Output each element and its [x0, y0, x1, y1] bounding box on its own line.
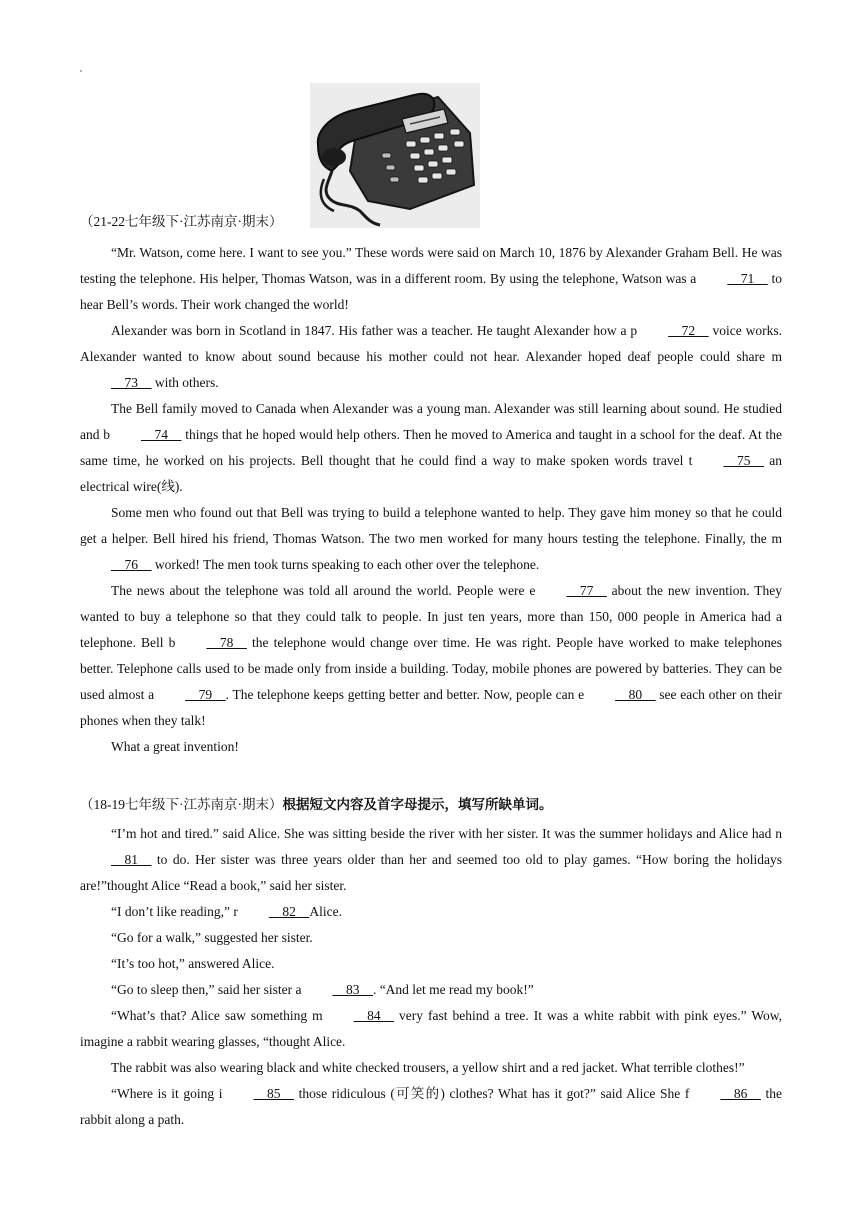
passage-text: “Go to sleep then,” said her sister a [111, 982, 302, 997]
answer-blank[interactable]: 79 [185, 687, 226, 702]
answer-blank[interactable]: 78 [206, 635, 247, 650]
passage-text: The Bell family moved to Canada when Alexander was a young man. Alexander was still learning about sound. He studied and b [80, 401, 782, 442]
passage-text: “I don’t like reading,” r [111, 904, 238, 919]
passage-text: The rabbit was also wearing black and white checked trousers, a yellow shirt and a red jacket. What terrible clothes!” [111, 1060, 745, 1075]
passage-text: with others. [151, 375, 219, 390]
paragraph [80, 734, 782, 760]
source-label: （18-19七年级下·江苏南京·期末） [80, 797, 283, 812]
paragraph [80, 925, 782, 951]
passage-text: “It’s too hot,” answered Alice. [111, 956, 275, 971]
answer-blank[interactable]: 71 [727, 271, 768, 286]
answer-blank[interactable]: 83 [332, 982, 373, 997]
passage-text: . “And let me read my book!” [372, 982, 534, 997]
source-label: （21-22七年级下·江苏南京·期末） [80, 214, 283, 229]
paragraph [80, 1055, 782, 1081]
passage-text: The news about the telephone was told all around the world. People were e [111, 583, 536, 598]
passage-text: very fast behind a tree. It was a white rabbit with pink eyes.” Wow, imagine a rabbit wearing glasses, “thought Alice. [80, 1008, 783, 1049]
passage-text: Alexander was born in Scotland in 1847. His father was a teacher. He taught Alexander how a p [111, 323, 638, 338]
answer-blank[interactable]: 84 [353, 1008, 395, 1023]
answer-blank[interactable]: 73 [111, 375, 152, 390]
paragraph [80, 578, 782, 734]
paragraph [80, 1081, 782, 1133]
paragraph [80, 240, 782, 318]
answer-blank[interactable]: 81 [111, 852, 152, 867]
stray-mark [80, 70, 82, 72]
answer-blank[interactable]: 82 [268, 904, 310, 919]
passage-text: things that he hoped would help others. Then he moved to America and taught in a school for the deaf. At the same time, he worked on his projects. Bell thought that he could find a way to make spoken words travel t [80, 427, 782, 468]
passage-text: about the new invention. They wanted to buy a telephone so that they could talk to people. In just ten years, more than 150, 000 people in America had a telephone. Bell b [80, 583, 783, 650]
passage-text: Some men who found out that Bell was trying to build a telephone wanted to help. They gave him money so that he could get a helper. Bell hired his friend, Thomas Watson. The two men worked for many hours testing the telephone. Finally, the m [80, 505, 782, 546]
instruction-text: 根据短文内容及首字母提示，填写所缺单词。 [282, 797, 553, 813]
paragraph [80, 977, 782, 1003]
passage-alice [80, 821, 782, 1133]
passage-text: to do. Her sister was three years older than her and seemed too old to play games. “How boring the holidays are!”thought Alice “Read a book,” said her sister. [80, 852, 782, 893]
paragraph [80, 899, 782, 925]
passage-text: Alice. [309, 904, 342, 919]
section1-source [80, 212, 283, 232]
answer-blank[interactable]: 80 [615, 687, 656, 702]
answer-blank[interactable]: 75 [723, 453, 764, 468]
passage-text: What a great invention! [111, 739, 239, 754]
passage-text: an electrical wire(线). [80, 453, 782, 494]
passage-text: those ridiculous (可笑的) clothes? What has it got?” said Alice She f [293, 1086, 690, 1101]
passage-text: worked! The men took turns speaking to each other over the telephone. [151, 557, 540, 572]
answer-blank[interactable]: 76 [111, 557, 152, 572]
passage-text: “What’s that? Alice saw something m [111, 1008, 323, 1023]
paragraph [80, 1003, 782, 1055]
passage-text: to hear Bell’s words. Their work changed the world! [80, 271, 782, 312]
answer-blank[interactable]: 86 [720, 1086, 761, 1101]
answer-blank[interactable]: 77 [566, 583, 607, 598]
passage-text: “I’m hot and tired.” said Alice. She was sitting beside the river with her sister. It was the summer holidays and Alice had n [111, 826, 782, 841]
passage-text: the rabbit along a path. [80, 1086, 782, 1127]
telephone-image [310, 83, 480, 228]
passage-text: . The telephone keeps getting better and better. Now, people can e [225, 687, 585, 702]
section2-header [80, 795, 553, 815]
paragraph [80, 396, 782, 500]
paragraph [80, 500, 782, 578]
passage-text: the telephone would change over time. He was right. People have worked to make telephones better. Telephone calls used to be made only from inside a building. Today, mobile phones are powered by batteries. They can be used almost a [80, 635, 782, 702]
paragraph [80, 951, 782, 977]
answer-blank[interactable]: 74 [140, 427, 182, 442]
passage-text: “Mr. Watson, come here. I want to see you.” These words were said on March 10, 1876 by Alexander Graham Bell. He was testing the telephone. His helper, Thomas Watson, was in a different room. By using the telephone, Watson was a [80, 245, 782, 286]
passage-text: “Go for a walk,” suggested her sister. [111, 930, 313, 945]
passage-text: see each other on their phones when they talk! [80, 687, 782, 728]
passage-text: “Where is it going i [111, 1086, 223, 1101]
passage-telephone [80, 240, 782, 760]
answer-blank[interactable]: 72 [668, 323, 709, 338]
paragraph [80, 821, 782, 899]
answer-blank[interactable]: 85 [253, 1086, 294, 1101]
paragraph [80, 318, 782, 396]
passage-text: voice works. Alexander wanted to know about sound because his mother could not hear. Alexander hoped deaf people could share m [80, 323, 782, 364]
